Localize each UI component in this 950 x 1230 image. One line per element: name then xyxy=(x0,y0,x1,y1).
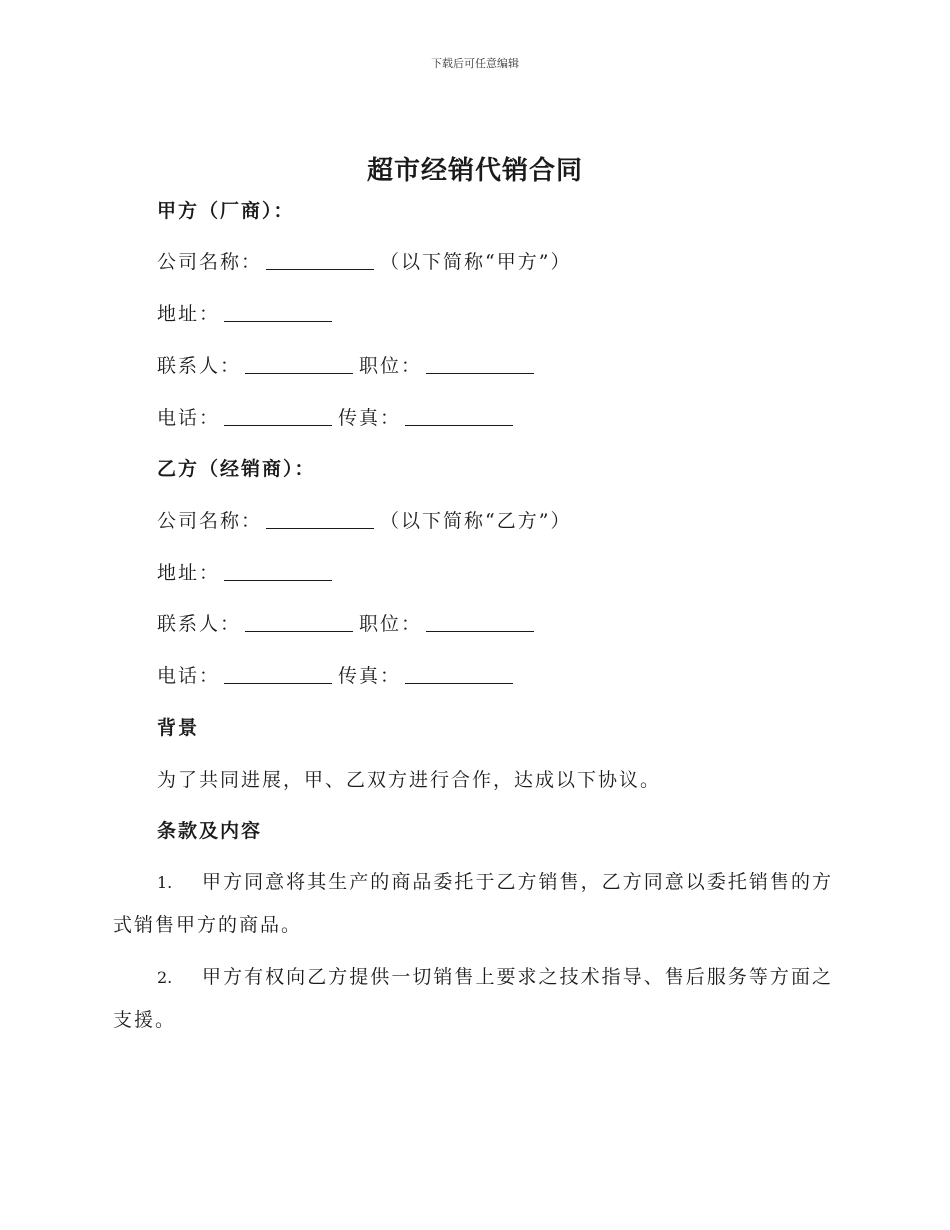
party-a-contact-row xyxy=(157,352,540,380)
background-heading: 背景 xyxy=(157,717,200,739)
fax-blank[interactable] xyxy=(405,663,513,684)
position-label: 职位： xyxy=(359,613,423,635)
address-label: 地址： xyxy=(157,562,221,584)
fax-label: 传真： xyxy=(338,665,402,687)
party-a-heading: 甲方（厂商）： xyxy=(157,200,295,222)
company-blank[interactable] xyxy=(266,249,374,270)
fax-blank[interactable] xyxy=(405,405,513,426)
company-suffix: （以下简称“乙方”） xyxy=(380,510,572,532)
party-b-company-row xyxy=(157,507,571,535)
terms-heading: 条款及内容 xyxy=(157,820,263,842)
party-a-address-row xyxy=(157,300,338,328)
address-blank[interactable] xyxy=(224,301,332,322)
term-number: 1. xyxy=(157,873,173,892)
header-note: 下载后可任意编辑 xyxy=(431,57,519,70)
contact-blank[interactable] xyxy=(245,353,353,374)
phone-label: 电话： xyxy=(157,665,221,687)
phone-blank[interactable] xyxy=(224,405,332,426)
company-suffix: （以下简称“甲方”） xyxy=(380,251,572,273)
company-blank[interactable] xyxy=(266,508,374,529)
party-a-company-row xyxy=(157,248,571,276)
phone-label: 电话： xyxy=(157,407,221,429)
term-item-1 xyxy=(113,861,833,946)
company-label: 公司名称： xyxy=(157,251,263,273)
position-label: 职位： xyxy=(359,355,423,377)
phone-blank[interactable] xyxy=(224,663,332,684)
address-blank[interactable] xyxy=(224,560,332,581)
fax-label: 传真： xyxy=(338,407,402,429)
term-text: 甲方有权向乙方提供一切销售上要求之技术指导、售后服务等方面之支援。 xyxy=(113,966,833,1031)
term-item-2 xyxy=(113,956,833,1041)
party-a-phone-row xyxy=(157,404,519,432)
company-label: 公司名称： xyxy=(157,510,263,532)
term-text: 甲方同意将其生产的商品委托于乙方销售，乙方同意以委托销售的方式销售甲方的商品。 xyxy=(113,871,833,936)
position-blank[interactable] xyxy=(426,353,534,374)
contact-label: 联系人： xyxy=(157,355,242,377)
background-text: 为了共同进展，甲、乙双方进行合作，达成以下协议。 xyxy=(157,769,662,791)
document-title: 超市经销代销合同 xyxy=(366,156,583,186)
address-label: 地址： xyxy=(157,303,221,325)
party-b-address-row xyxy=(157,559,338,587)
term-number: 2. xyxy=(157,968,173,987)
contact-blank[interactable] xyxy=(245,611,353,632)
party-b-contact-row xyxy=(157,610,540,638)
party-b-phone-row xyxy=(157,662,519,690)
position-blank[interactable] xyxy=(426,611,534,632)
party-b-heading: 乙方（经销商）： xyxy=(157,458,316,480)
contact-label: 联系人： xyxy=(157,613,242,635)
